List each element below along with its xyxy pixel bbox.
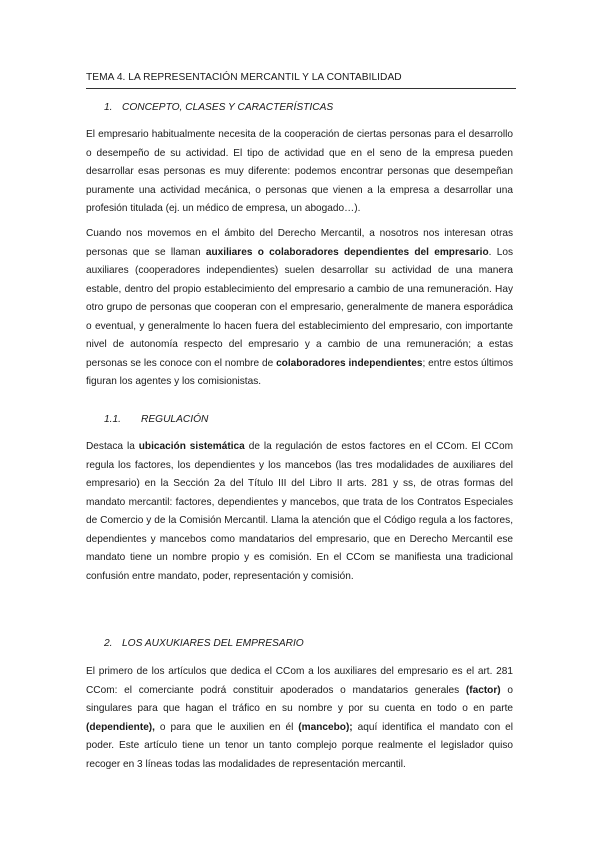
paragraph-4-text-e: o para que le auxilien en él [154,721,299,733]
paragraph-4-text-g: aquí identifica el mandato con el poder. Este artículo tiene un tenor un tanto complejo porque realmente el legislador quiso recoger en 3 líneas todas las modalidades de representación mercantil. [86,721,514,770]
paragraph-3 [86,438,513,586]
section-2-heading [104,638,304,649]
header-rule [86,88,516,89]
paragraph-4-text-a: El primero de los artículos que dedica el CCom a los auxiliares del empresario es el art. 281 CCom: el comerciante podrá constituir apoderados o mandatarios generales [86,666,513,696]
section-2-title: LOS AUXUKIARES DEL EMPRESARIO [122,638,304,649]
paragraph-1: El empresario habitualmente necesita de la cooperación de ciertas personas para el desarrollo o desempeño de su actividad. El tipo de actividad que en el seno de la empresa pueden desarrollar esas personas es muy diferente: podemos encontrar personas que desempeñan puramente una actividad mecánica, o personas que vienen a la empresa a desarrollar una profesión titulada (ej. un médico de empresa, un abogado…). [86,129,513,214]
section-2-number: 2. [104,638,113,649]
paragraph-2-text-e: ; entre estos últimos figuran los agentes y los comisionistas. [86,357,513,387]
paragraph-2-text-c: . Los auxiliares (cooperadores independientes) suelen desarrollar su actividad de una manera estable, dentro del propio establecimiento del empresario a cambio de una remuneración. Hay otro grupo de personas que cooperan con el empresario, generalmente de manera esporádica o eventual, y generalmente lo hacen fuera del establecimiento del empresario, con importante nivel de autonomía respecto del empresario y a cambio de una remuneración; a estas personas se les conoce con el nombre de [86,246,513,369]
paragraph-2-bold-term-2: colaboradores independientes [276,357,423,369]
paragraph-4-bold-dependiente: (dependiente), [86,721,155,733]
paragraph-2 [86,225,513,392]
paragraph-4-bold-mancebo: (mancebo); [298,721,353,733]
section-1-heading [104,102,333,113]
paragraph-3-bold-term: ubicación sistemática [138,441,245,452]
section-1-1-heading [104,414,208,425]
paragraph-4-bold-factor: (factor) [465,684,501,696]
paragraph-4-text-c: o singulares para que hagan el tráfico en su nombre y por su cuenta en todo o en parte [86,684,514,714]
paragraph-4 [86,663,513,774]
paragraph-2-bold-term-1: auxiliares o colaboradores dependientes del empresario [205,246,489,258]
paragraph-2-text-a: Cuando nos movemos en el ámbito del Derecho Mercantil, a nosotros nos interesan otras personas que se llaman [86,228,513,258]
paragraph-3-text-a: Destaca la [86,441,139,452]
section-1-title: CONCEPTO, CLASES Y CARACTERÍSTICAS [122,102,334,113]
paragraph-3-text-c: de la regulación de estos factores en el CCom. El CCom regula los factores, los dependientes y los mancebos (las tres modalidades de auxiliares del empresario) en la Sección 2a del Título III del Libro II arts. 281 y ss, de otras formas del mandato mercantil: factores, dependientes y mancebos, que trata de los Contratos Especiales de Comercio y de la Comisión Mercantil. Llama la atención que el Código regula a los factores, dependientes y mancebos como mandatarios del empresario, que en Derecho Mercantil ese mandato tiene un nombre propio y es comisión. En el CCom se manifiesta una tradicional confusión entre mandato, poder, representación y comisión. [86,441,513,582]
section-1-1-number: 1.1. [104,414,121,425]
section-1-number: 1. [104,102,113,113]
section-1-1-title: REGULACIÓN [141,414,209,425]
page-header-title: TEMA 4. LA REPRESENTACIÓN MERCANTIL Y LA CONTABILIDAD [86,72,402,83]
